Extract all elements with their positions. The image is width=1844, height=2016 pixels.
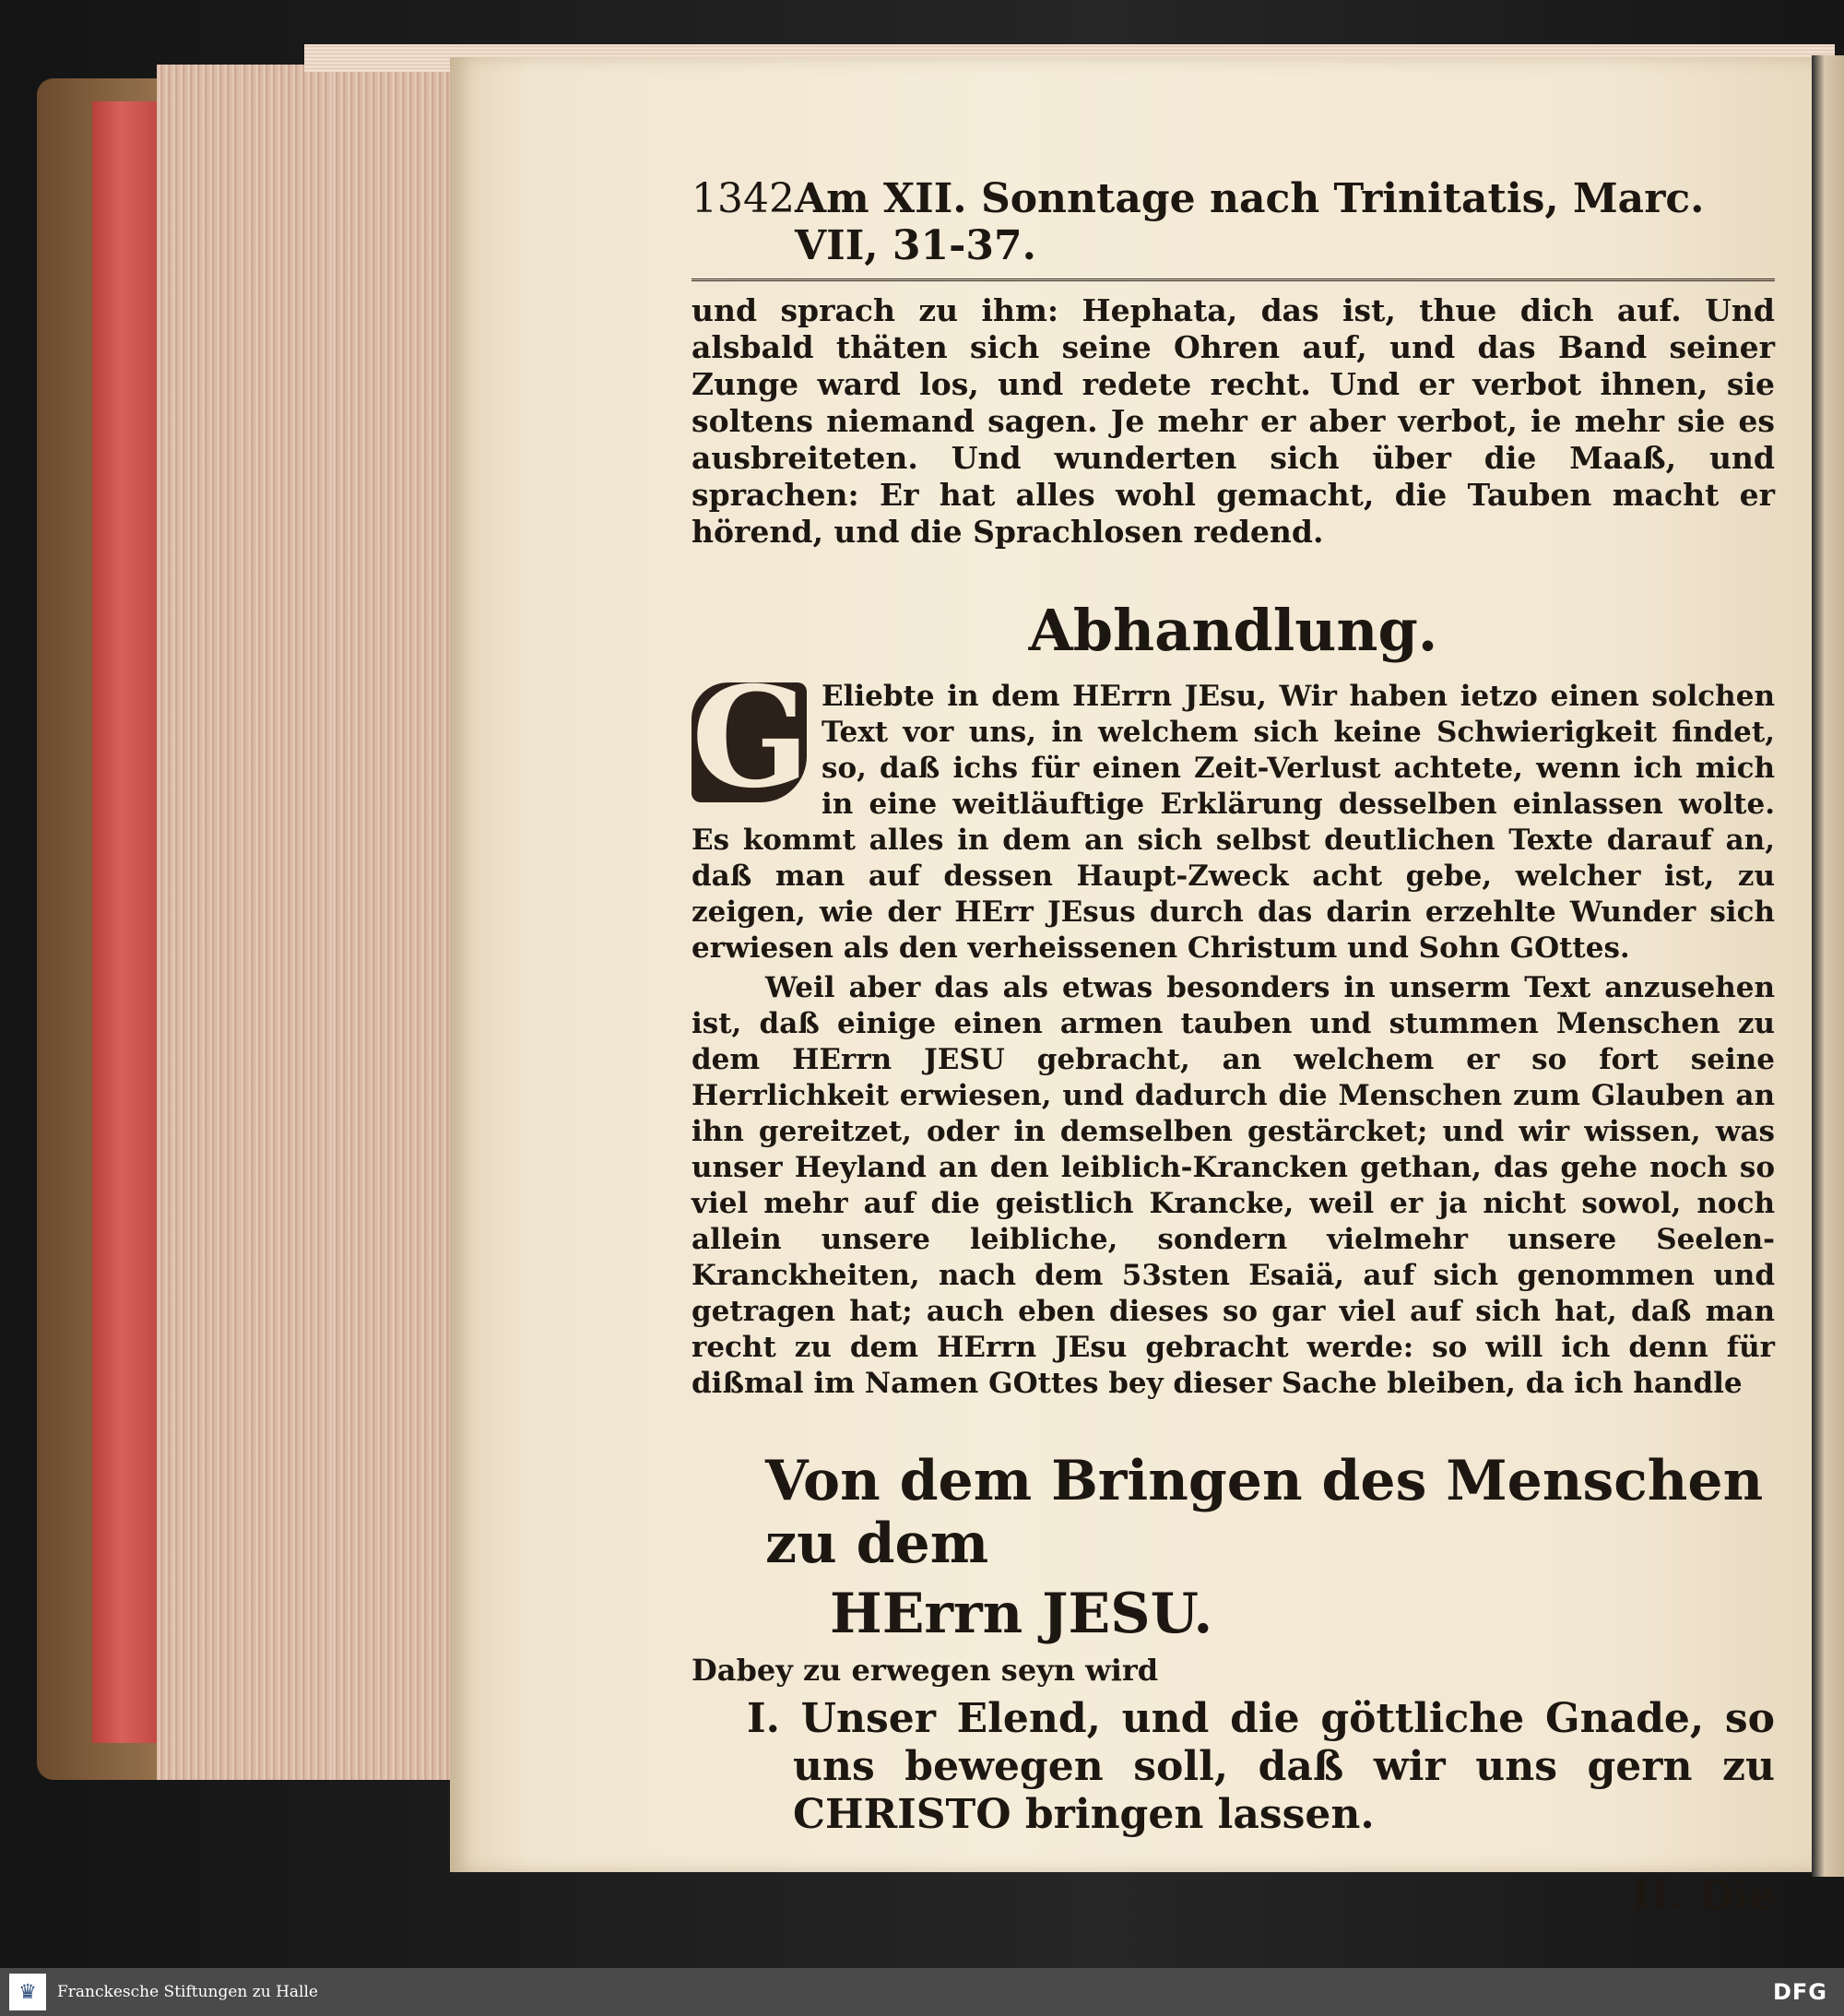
running-head [692,175,1775,281]
point-1: I. Unser Elend, und die göttliche Gnade, so uns bewegen soll, daß wir uns gern zu CHRISTO bringen lassen. [747,1695,1775,1838]
footer-bar [0,1968,1844,2016]
decorated-initial: G [692,657,810,819]
page-block-edge [157,65,240,1780]
paragraph-1-text: Eliebte in dem HErrn JEsu, Wir haben ietzo einen solchen Text vor uns, in welchem sich keine Schwierigkeit findet, so, daß ichs für einen Zeit-Verlust achtete, wenn ich mich in eine weitläuftige Erklärung desselben einlassen wolte. Es kommt alles in dem an sich selbst deutlichen Texte darauf an, daß man auf dessen Haupt-Zweck acht gebe, welcher ist, zu zeigen, wie der HErr JEsus durch das darin erzehlte Wunder sich erwiesen als den verheissenen Christum und Sohn GOttes. [692,680,1775,965]
paragraph-2: Weil aber das als etwas besonders in unserm Text anzusehen ist, daß einige einen armen tauben und stummen Menschen zu dem HErrn JESU gebracht, an welchem er so fort seine Herrlichkeit erwiesen, und dadurch die Menschen zum Glauben an ihn gereitzet, oder in demselben gestärcket; und wir wissen, was unser Heyland an den leiblich-Krancken gethan, das gehe noch so viel mehr auf die geistlich Krancke, weil er ja nicht sowol, noch allein unsere leibliche, sondern vielmehr unsere Seelen-Kranckheiten, nach dem 53sten Esaiä, auf sich genommen und getragen hat; auch eben dieses so gar viel auf sich hat, daß man recht zu dem HErrn JEsu gebracht werde: so will ich denn für dißmal im Namen GOttes bey dieser Sache bleiben, da ich handle [692,971,1775,1400]
page-block-edge [332,65,452,1780]
institution-name: Franckesche Stiftungen zu Halle [57,1983,318,2001]
gospel-verse-text: und sprach zu ihm: Hephata, das ist, thue dich auf. Und alsbald thäten sich seine Ohren auf, und das Band seiner Zunge ward los, und redete recht. Und er verbot ihnen, sie soltens niemand sagen. Je mehr er aber verbot, ie mehr sie es ausbreiteten. Und wunderten sich über die Maaß, und sprachen: Er hat alles wohl gemacht, die Tauben macht er hörend, und die Sprachlosen redend. [692,292,1775,550]
intro-line: Dabey zu erwegen seyn wird [692,1653,1159,1688]
book-gutter [1812,55,1844,1877]
theme-line-2: HErrn JESU. [830,1582,1213,1646]
paragraph-1 [692,657,1775,966]
running-head-title: Am XII. Sonntage nach Trinitatis, Marc. VII, 31-37. [794,175,1705,269]
red-page-edge [92,101,157,1743]
page-content [692,175,1775,1919]
dfg-logo: DFG [1772,1979,1827,2005]
section-heading: Abhandlung. [1028,597,1438,664]
page-block-edge [240,65,332,1780]
page-number: 1342 [692,175,795,222]
crest-icon: ♛ [9,1974,46,2010]
catchword: II. Die [1632,1872,1775,1919]
theme-line-1: Von dem Bringen des Menschen zu dem [765,1449,1764,1576]
